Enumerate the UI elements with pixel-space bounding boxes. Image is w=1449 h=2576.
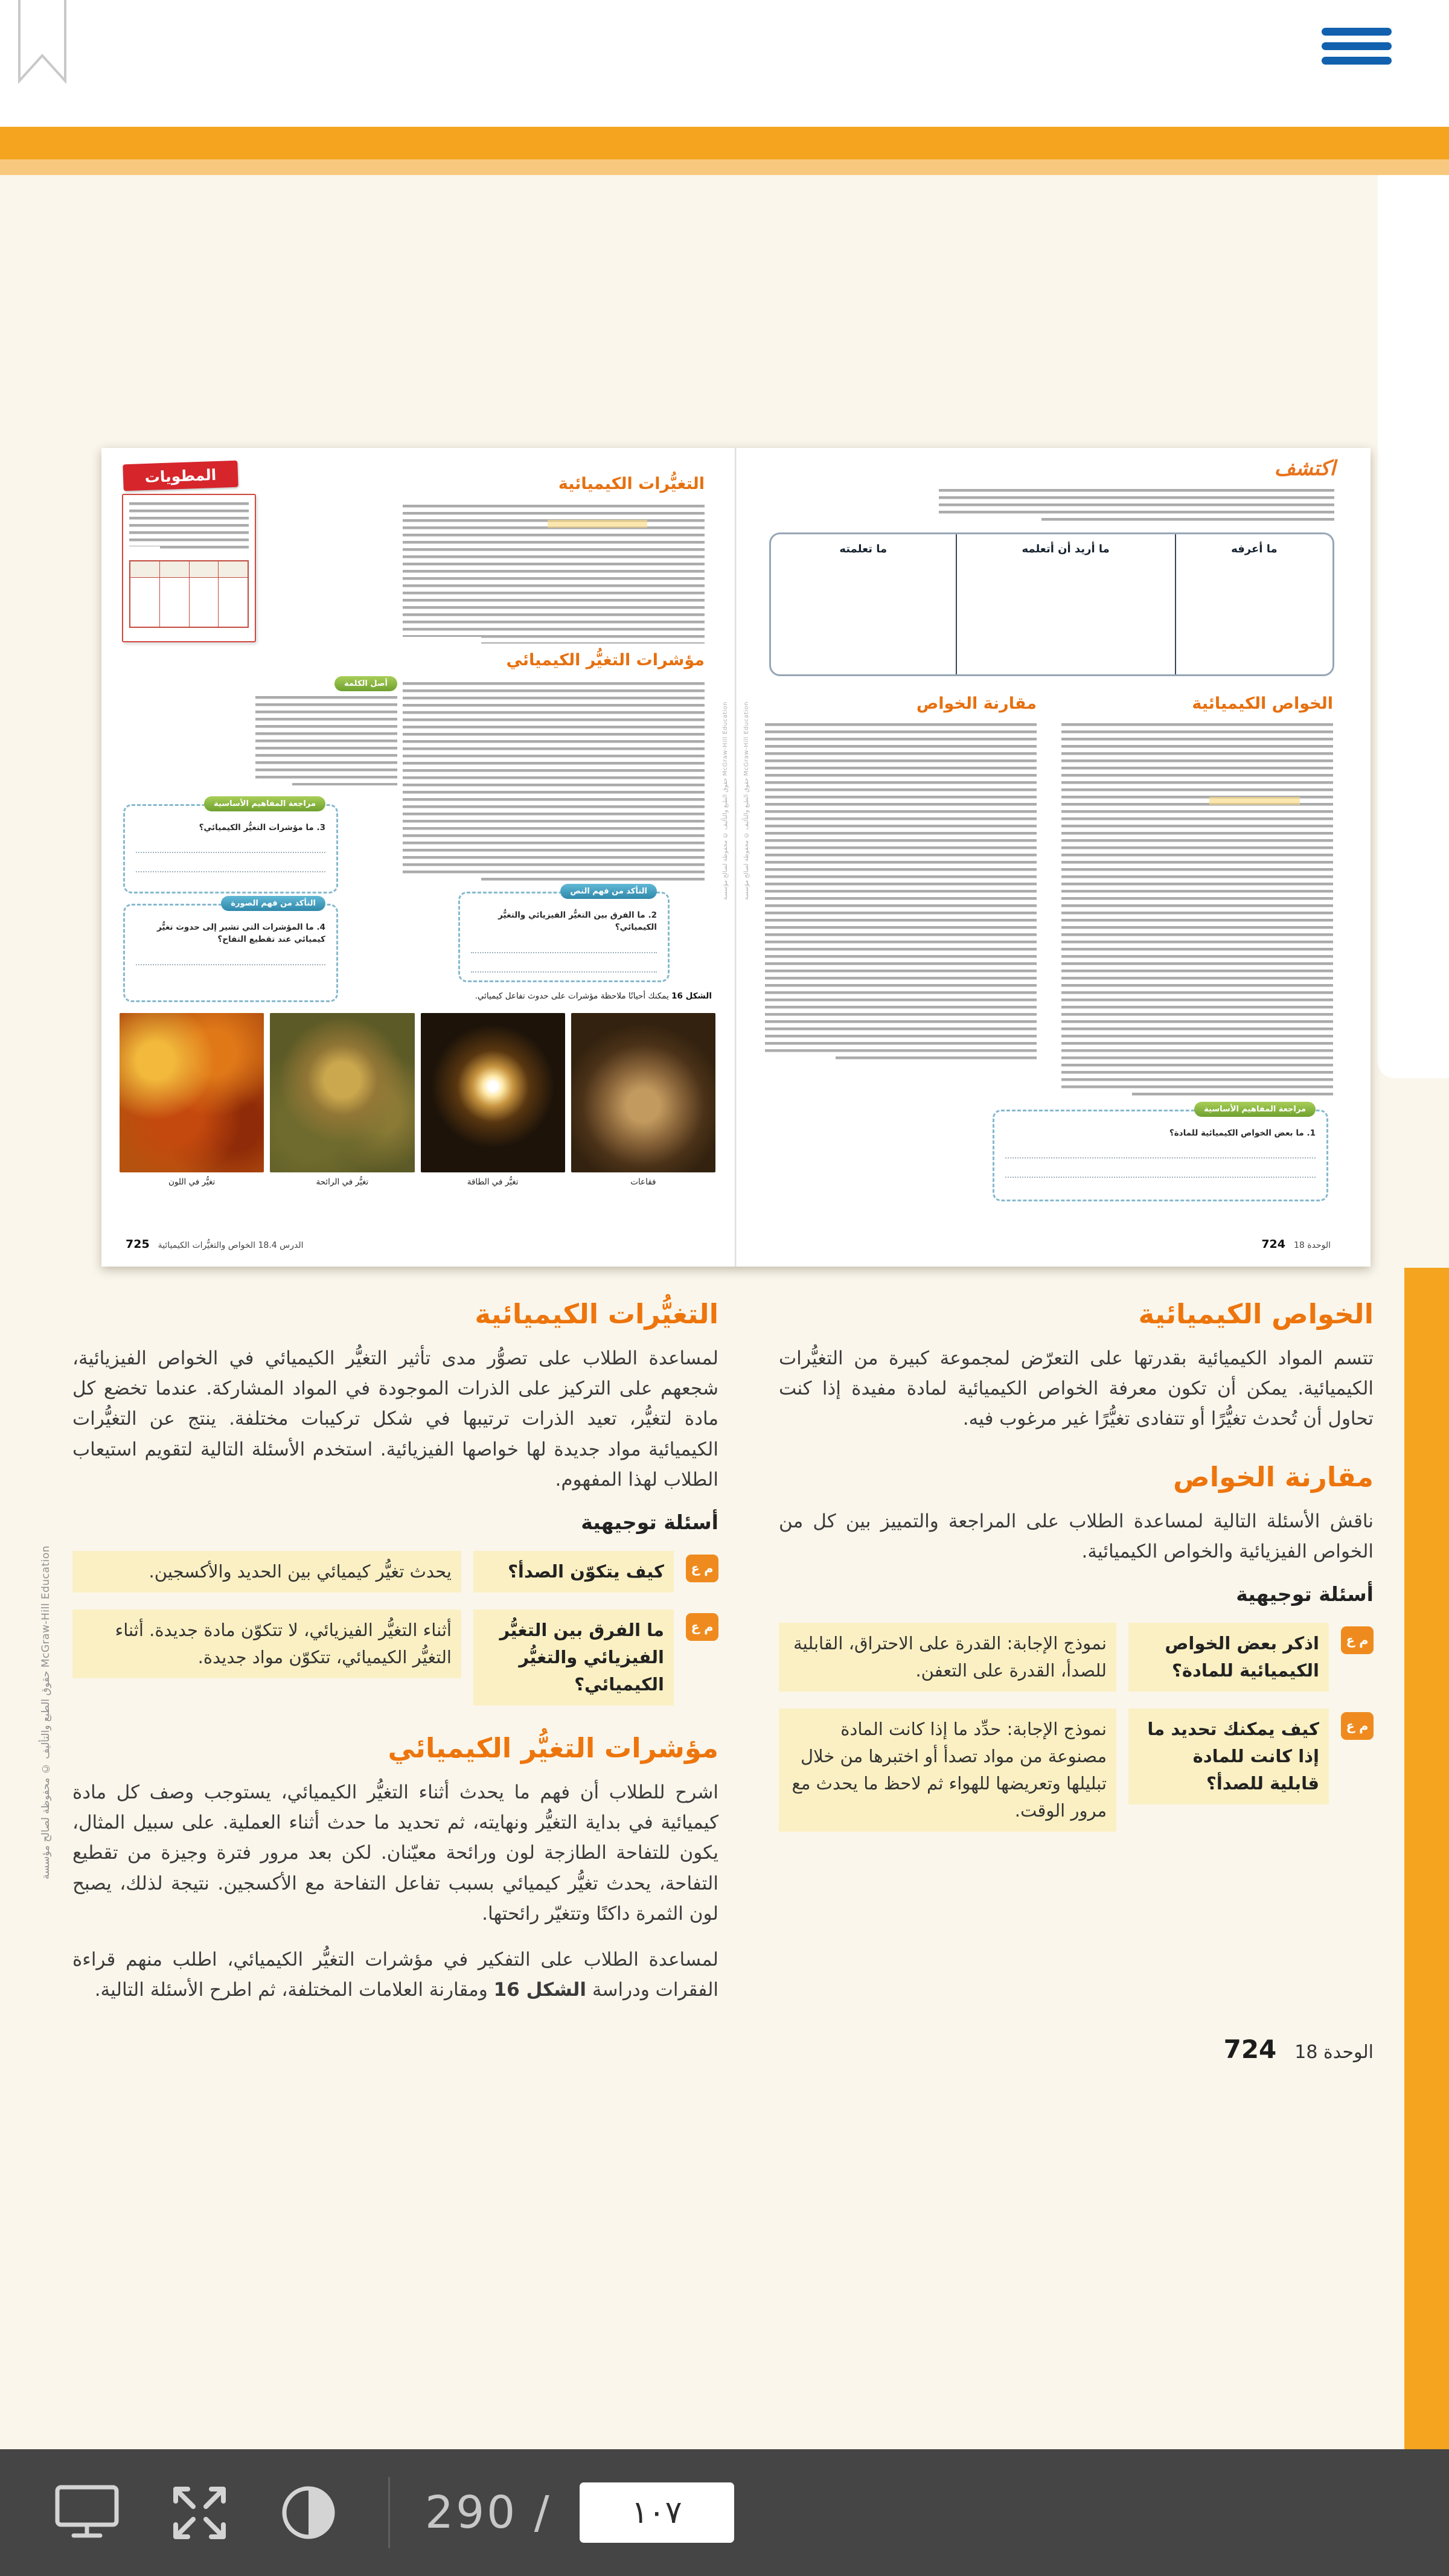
guiding-questions-label: أسئلة توجيهية — [1236, 1582, 1374, 1606]
picture-check-tab: التأكد من فهم الصورة — [221, 896, 325, 911]
paragraph: تتسم المواد الكيميائية بقدرتها على التعرّض لمجموعة كبيرة من التغيُّرات الكيميائية. يمكن أن تكون معرفة الخواص الكيميائية لمادة مفيدة إذا كنت تحاول أن تُحدث تغيُّرًا أو تتفادى تغيُّرًا غير مرغوب فيه. — [779, 1347, 1374, 1430]
reader-topbar — [0, 0, 1449, 127]
paragraph: ناقش الأسئلة التالية لمساعدة الطلاب على المراجعة والتمييز بين كل من الخواص الفيزيائية والخواص الكيميائية. — [779, 1510, 1374, 1562]
kwl-header: ما أريد أن أتعلمه — [1022, 543, 1110, 555]
guiding-question: ما الفرق بين التغيُّر الفيزيائي والتغيُّر الكيميائي؟ — [473, 1609, 674, 1705]
unit-edge-tab — [1404, 1268, 1449, 2449]
unit-label: الوحدة 18 — [1294, 2042, 1374, 2063]
kwl-chart[interactable] — [769, 532, 1334, 676]
photo-caption: تغيُّر في الرائحة — [316, 1177, 369, 1187]
answer-line[interactable] — [471, 953, 657, 973]
answer-line[interactable] — [136, 834, 325, 853]
table-column — [218, 561, 248, 627]
teacher-column-right — [779, 1298, 1374, 1832]
word-origin-tab: أصل الكلمة — [334, 676, 397, 691]
guiding-question: اذكر بعض الخواص الكيميائية للمادة؟ — [1128, 1623, 1329, 1692]
review-concepts-tab: مراجعة المفاهيم الأساسية — [1194, 1102, 1316, 1117]
bubbles-photo — [571, 1013, 715, 1172]
table-column — [159, 561, 189, 627]
heading-compare-properties: مقارنة الخواص — [1173, 1460, 1374, 1493]
photo-energy-change — [421, 1013, 565, 1187]
paragraph-text: لمساعدة الطلاب على التفكير في مؤشرات التغيُّر الكيميائي، اطلب منهم قراءة الفقرات ودراسة — [72, 1948, 718, 2001]
text-block-placeholder — [1061, 723, 1333, 1096]
copyright-sidebar: حقوق الطبع والتأليف © محفوظة لصالح مؤسسة McGraw-Hill Education — [40, 1545, 52, 1880]
page-number-input[interactable] — [580, 2482, 734, 2543]
spread-spine — [735, 448, 737, 1267]
column-chemical-properties — [1061, 694, 1333, 1096]
kwl-column-want — [957, 534, 1176, 674]
answer-line[interactable] — [136, 946, 325, 965]
text-check-box — [458, 887, 670, 982]
figure-photos — [120, 1013, 715, 1187]
kwl-header: ما تعلمته — [839, 543, 888, 555]
leaves-photo — [120, 1013, 264, 1172]
unit-label: الوحدة 18 — [1293, 1241, 1331, 1250]
fit-screen-button[interactable] — [168, 2481, 231, 2545]
text-check-question: 2. ما الفرق بين التغيُّر الفيزيائي والتغيُّر الكيميائي؟ — [498, 910, 657, 933]
text-block-placeholder — [939, 489, 1334, 523]
review-question: 1. ما بعض الخواص الكيميائية للمادة؟ — [1169, 1128, 1316, 1138]
review-concepts-box — [123, 799, 338, 893]
guiding-questions-label: أسئلة توجيهية — [581, 1510, 718, 1535]
picture-check-box — [123, 899, 338, 1002]
contrast-button[interactable] — [278, 2482, 339, 2543]
bookmark-icon[interactable] — [16, 0, 69, 87]
dok-badge: م ع — [1341, 1626, 1374, 1654]
table-column — [189, 561, 219, 627]
teacher-page-footer — [1224, 2034, 1374, 2064]
explore-tab: اكتشف — [1274, 456, 1335, 481]
heading-compare-properties: مقارنة الخواص — [916, 694, 1037, 713]
dok-badge: م ع — [1341, 1712, 1374, 1740]
dok-badge: م ع — [686, 1555, 718, 1582]
guiding-question: كيف يتكوّن الصدأ؟ — [473, 1551, 674, 1593]
figure-caption — [368, 991, 712, 1001]
kwl-header: ما أعرفه — [1231, 543, 1278, 555]
photo-caption: تغيُّر في الطاقة — [467, 1177, 519, 1187]
sparkler-photo — [421, 1013, 565, 1172]
column-compare-properties — [765, 694, 1037, 1061]
photo-odor-change — [270, 1013, 414, 1187]
foldables-tab: المطويات — [123, 461, 238, 491]
guiding-answer: نموذج الإجابة: حدِّد ما إذا كانت المادة مصنوعة من مواد تصدأ أو اختبرها من خلال تبليلها وتعريضها للهواء ثم لاحظ ما يحدث مع مرور الوقت. — [779, 1708, 1116, 1832]
picture-check-question: 4. ما المؤشرات التي تشير إلى حدوث تغيُّر كيميائي عند تقطيع التفاح؟ — [157, 922, 325, 945]
foldables-table — [129, 560, 249, 628]
paragraph — [72, 1945, 718, 2005]
monitor-icon — [53, 2482, 121, 2543]
guiding-question-row — [72, 1609, 718, 1705]
paragraph: اشرح للطلاب أن فهم ما يحدث أثناء التغيُّر الكيميائي، يستوجب وصف كل مادة كيميائية في بداية التغيُّر ونهايته، ثم تحديد ما حدث أثناء العملية. على سبيل المثال، يكون للتفاحة الطازجة لون ورائحة معيّنان. لكن بعد مرور فترة وجيزة من تقطيع التفاحة، يحدث تغيُّر كيميائي بسبب تفاعل التفاحة مع الأكسجين. نتيجة لذلك، يصبح لون الثمرة داكنًا وتتغيّر رائحتها. — [72, 1781, 718, 1925]
rotten-apple-photo — [270, 1013, 414, 1172]
orange-band — [0, 127, 1449, 159]
page-number: 725 — [126, 1238, 150, 1251]
page-footer-725 — [126, 1238, 303, 1251]
review-concepts-box — [993, 1105, 1328, 1201]
heading-change-signs: مؤشرات التغيُّر الكيميائي — [388, 1731, 718, 1764]
textbook-spread — [101, 448, 1371, 1267]
review-concepts-tab: مراجعة المفاهيم الأساسية — [204, 796, 325, 811]
review-question: 3. ما مؤشرات التغيُّر الكيميائي؟ — [199, 823, 325, 833]
student-page-724 — [736, 448, 1371, 1267]
heading-chemical-properties: الخواص الكيميائية — [1192, 694, 1333, 713]
expand-arrows-icon — [168, 2481, 231, 2545]
foldables-card — [122, 494, 256, 642]
guiding-question-row — [779, 1623, 1374, 1692]
photo-bubbles — [571, 1013, 715, 1187]
heading-chemical-changes: التغيُّرات الكيميائية — [475, 1298, 718, 1330]
contrast-icon — [278, 2482, 339, 2543]
page-canvas — [0, 175, 1449, 2449]
word-origin-box — [255, 676, 397, 785]
figure-label: الشكل 16 — [671, 991, 712, 1001]
photo-color-change — [120, 1013, 264, 1187]
guiding-question-row — [779, 1708, 1374, 1832]
menu-icon[interactable] — [1322, 28, 1392, 71]
figure-caption-text: يمكنك أحيانًا ملاحظة مؤشرات على حدوث تفاعل كيميائي. — [475, 991, 669, 1001]
menu-bar — [1322, 28, 1392, 36]
guiding-answer: يحدث تغيُّر كيميائي بين الحديد والأكسجين. — [72, 1551, 461, 1593]
copyright-text: حقوق الطبع والتأليف © محفوظة لصالح مؤسسة McGraw-Hill Education — [743, 702, 750, 900]
page-number: 724 — [1223, 2034, 1277, 2064]
text-check-tab: التأكد من فهم النص — [560, 884, 657, 899]
text-block-placeholder — [403, 505, 705, 644]
figure-reference: الشكل 16 — [493, 1979, 587, 2001]
photo-caption: تغيُّر في اللون — [168, 1177, 216, 1187]
side-panel-edge — [1378, 175, 1449, 1078]
guiding-answer: أثناء التغيُّر الفيزيائي، لا تتكوّن مادة جديدة. أثناء التغيُّر الكيميائي، تتكوّن مواد جديدة. — [72, 1609, 461, 1678]
dok-badge: م ع — [686, 1613, 718, 1641]
heading-chemical-changes: التغيُّرات الكيميائية — [558, 475, 705, 493]
lesson-label: الدرس 18.4 الخواص والتغيُّرات الكيميائية — [158, 1241, 304, 1250]
display-mode-button[interactable] — [53, 2482, 121, 2543]
paragraph: لمساعدة الطلاب على تصوُّر مدى تأثير التغيُّر الكيميائي في الخواص الفيزيائية، شجعهم على التركيز على الذرات الموجودة في المواد المشاركة. عندما تخضع كل مادة لتغيُّر، تعيد الذرات ترتيبها في شكل تركيبات مختلفة. ينتج عن التغيُّرات الكيميائية مواد جديدة لها خواصها الفيزيائية. استخدم الأسئلة التالية لتقويم استيعاب الطلاب لهذا المفهوم. — [72, 1347, 718, 1491]
page-footer-724 — [1261, 1238, 1331, 1251]
answer-line[interactable] — [1005, 1139, 1316, 1159]
menu-bar — [1322, 57, 1392, 65]
highlight — [548, 520, 647, 528]
guiding-question: كيف يمكنك تحديد ما إذا كانت للمادة قابلية للصدأ؟ — [1128, 1708, 1329, 1804]
answer-line[interactable] — [471, 934, 657, 953]
menu-bar — [1322, 42, 1392, 50]
text-block-placeholder — [255, 696, 397, 785]
text-block-placeholder — [403, 682, 705, 881]
table-column — [130, 561, 159, 627]
page-number: 724 — [1261, 1238, 1285, 1251]
paragraph-text: ومقارنة العلامات المختلفة، ثم اطرح الأسئلة التالية. — [94, 1979, 494, 2001]
heading-change-signs: مؤشرات التغيُّر الكيميائي — [506, 651, 705, 670]
kwl-column-learned — [771, 534, 957, 674]
answer-line[interactable] — [136, 853, 325, 872]
kwl-column-know — [1176, 534, 1332, 674]
guiding-answer: نموذج الإجابة: القدرة على الاحتراق، القابلية للصدأ، القدرة على التعفن. — [779, 1623, 1116, 1692]
guiding-question-row — [72, 1551, 718, 1593]
reader-toolbar — [0, 2449, 1449, 2576]
text-block-placeholder — [765, 723, 1037, 1061]
photo-caption: فقاعات — [630, 1177, 656, 1187]
teacher-notes — [72, 1298, 1374, 2021]
teacher-column-left — [72, 1298, 718, 2021]
heading-chemical-properties: الخواص الكيميائية — [1138, 1298, 1374, 1330]
orange-band-light — [0, 159, 1449, 175]
text-block-placeholder — [129, 502, 249, 553]
student-page-725 — [101, 448, 736, 1267]
toolbar-divider — [388, 2477, 390, 2548]
highlight — [1209, 797, 1300, 805]
answer-line[interactable] — [1005, 1159, 1316, 1178]
page-total-label: 290 / — [425, 2487, 552, 2539]
copyright-text: حقوق الطبع والتأليف © محفوظة لصالح مؤسسة McGraw-Hill Education — [722, 702, 729, 900]
